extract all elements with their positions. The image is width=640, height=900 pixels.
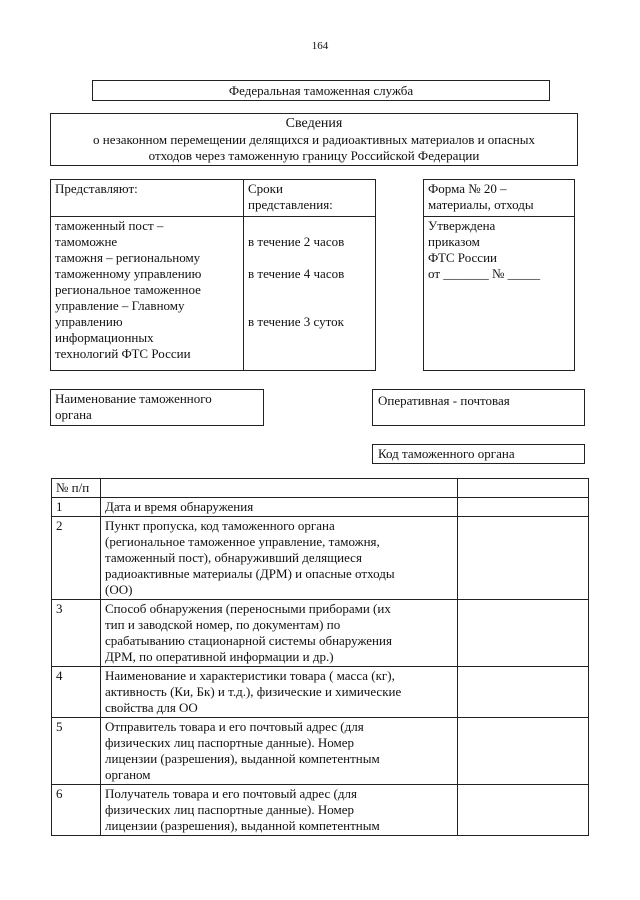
- table-row: 4 Наименование и характеристики товара ( масса (кг), активность (Ки, Бк) и т.д.), физические и химические свойства для ОО: [52, 667, 589, 718]
- table-row: 3 Способ обнаружения (переносными приборами (их тип и заводской номер, по документам) по срабатыванию стационарной системы обнаружения ДРМ, по оперативной информации и др.): [52, 600, 589, 667]
- operative-postal-box: Оперативная - почтовая: [372, 389, 585, 426]
- value-cell: [458, 667, 589, 718]
- header-when: Сроки представления:: [244, 180, 376, 217]
- title-line-3: отходов через таможенную границу Российской Федерации: [148, 148, 480, 163]
- who-list: таможенный пост – тамоможне таможня – региональному таможенному управлению региональное таможенное управление – Главному управлению информационных технологий ФТС России: [51, 217, 244, 371]
- value-cell: [458, 718, 589, 785]
- document-title: [50, 113, 578, 166]
- order-number-line: от _______ № _____: [428, 266, 541, 281]
- form-approval: Утверждена приказом ФТС России от _______ № _____: [424, 217, 574, 283]
- form-header: Форма № 20 – материалы, отходы: [424, 180, 574, 217]
- when-list: в течение 2 часов в течение 4 часов в течение 3 суток: [244, 217, 376, 371]
- header-num: № п/п: [52, 479, 101, 498]
- header-who: Представляют:: [51, 180, 244, 217]
- table-row: 1 Дата и время обнаружения: [52, 498, 589, 517]
- value-cell: [458, 600, 589, 667]
- value-cell: [458, 498, 589, 517]
- table-row: 6 Получатель товара и его почтовый адрес (для физических лиц паспортные данные). Номер лицензии (разрешения), выданной компетентным: [52, 785, 589, 836]
- table-header-row: [52, 479, 589, 498]
- agency-name: Федеральная таможенная служба: [92, 80, 550, 101]
- table-row: 2 Пункт пропуска, код таможенного органа (региональное таможенное управление, таможня, таможенный пост), обнаруживший делящиеся радиоактивные материалы (ДРМ) и опасные отходы (ОО): [52, 517, 589, 600]
- table-row: 5 Отправитель товара и его почтовый адрес (для физических лиц паспортные данные). Номер лицензии (разрешения), выданной компетентным органом: [52, 718, 589, 785]
- value-cell: [458, 517, 589, 600]
- page-number: 164: [311, 40, 329, 52]
- form-info-box: [423, 179, 575, 371]
- title-line-2: о незаконном перемещении делящихся и радиоактивных материалов и опасных: [93, 132, 535, 147]
- customs-organ-name-box: Наименование таможенного органа: [50, 389, 264, 426]
- representation-table: [50, 179, 376, 371]
- main-table: [51, 478, 589, 836]
- title-line-1: Сведения: [285, 116, 343, 131]
- customs-code-box: Код таможенного органа: [372, 444, 585, 464]
- value-cell: [458, 785, 589, 836]
